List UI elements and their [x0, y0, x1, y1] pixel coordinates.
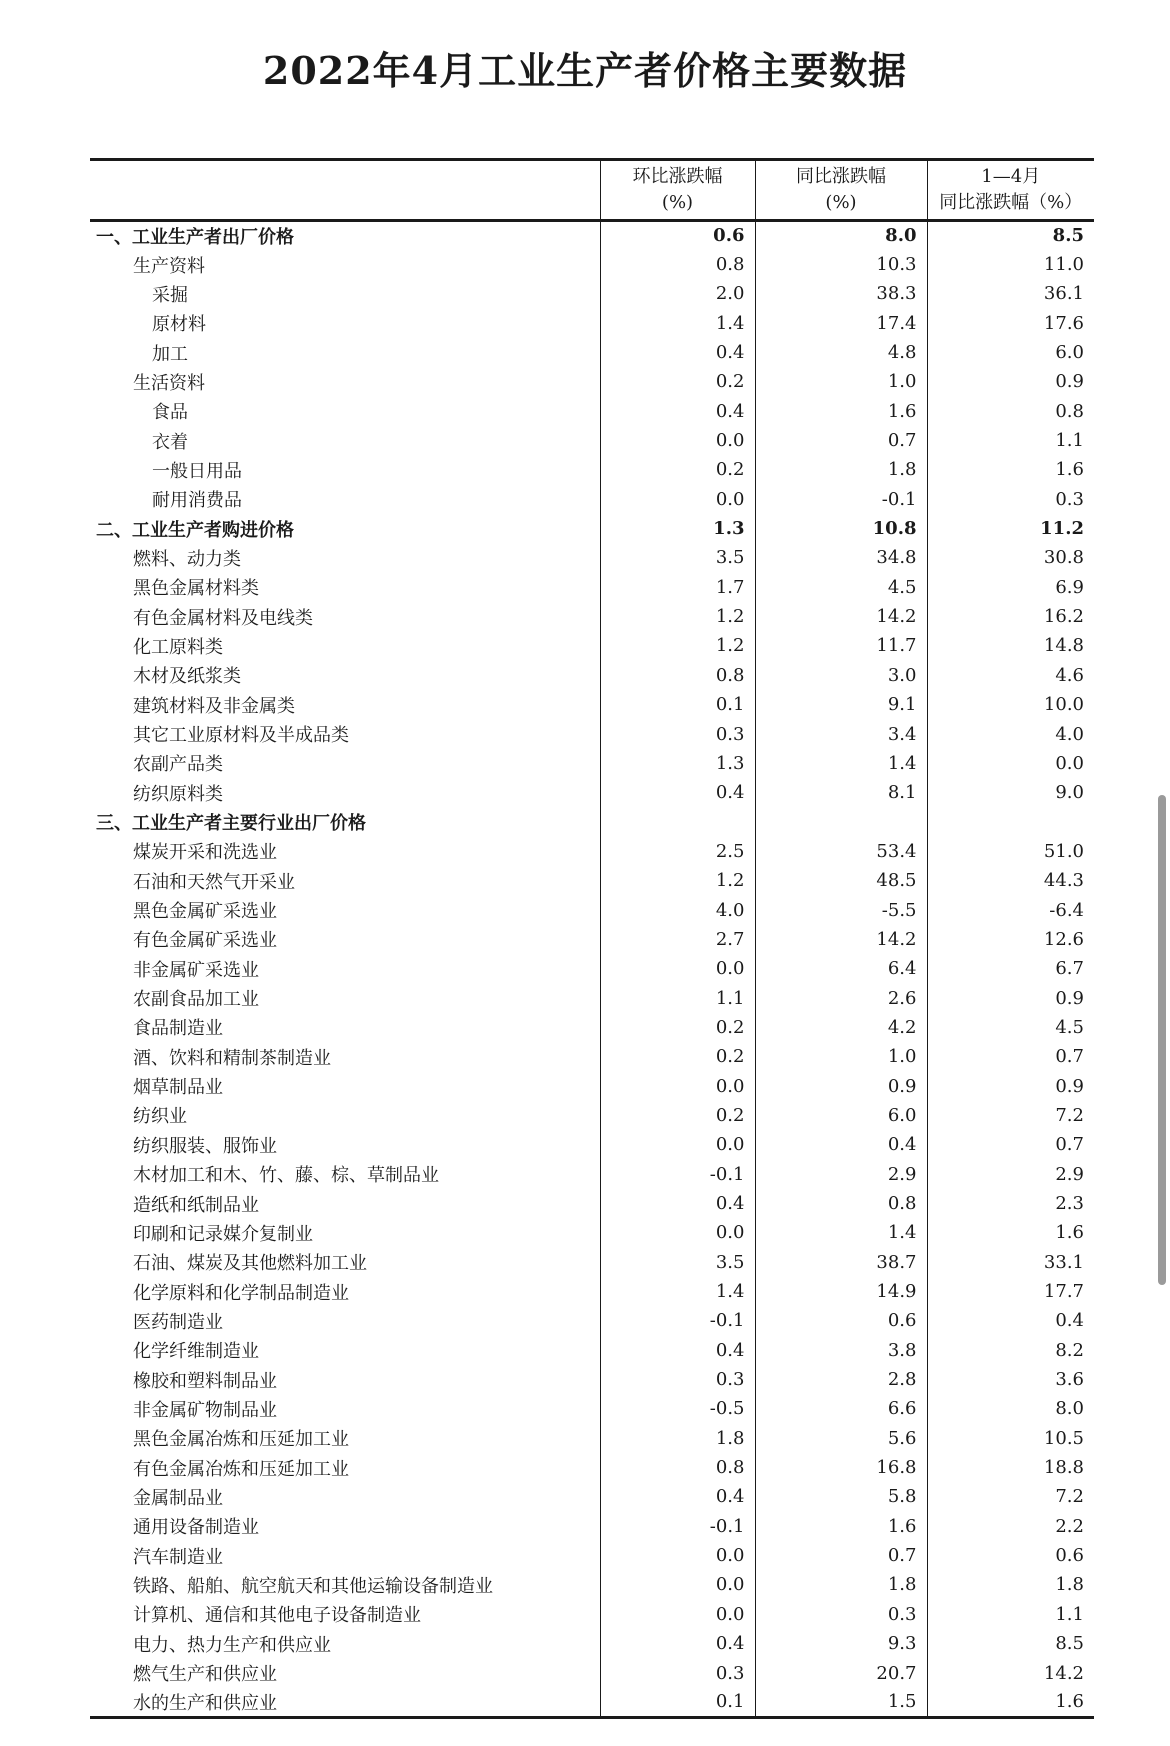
row-ytd-value: 11.0: [927, 250, 1094, 279]
row-yoy-value: 1.8: [755, 455, 927, 484]
table-row: [90, 1512, 1094, 1541]
vertical-scrollbar[interactable]: [1158, 795, 1166, 1285]
row-name: 纺织原料类: [133, 783, 223, 805]
row-name: 一般日用品: [152, 460, 242, 482]
table-row: [90, 1629, 1094, 1658]
row-name: 其它工业原材料及半成品类: [133, 725, 349, 747]
row-yoy-value: 8.0: [755, 221, 927, 250]
table-row: [90, 983, 1094, 1012]
row-ytd-value: 4.5: [927, 1013, 1094, 1042]
row-yoy-value: 14.9: [755, 1277, 927, 1306]
row-name: 水的生产和供应业: [90, 1688, 600, 1717]
row-name: 黑色金属材料类: [133, 578, 259, 600]
row-yoy-value: 17.4: [755, 309, 927, 338]
table-row: [90, 1658, 1094, 1687]
row-name: 造纸和纸制品业: [133, 1194, 259, 1216]
table-row: [90, 749, 1094, 778]
table-row: [90, 1394, 1094, 1423]
row-name: 原材料: [152, 314, 206, 336]
row-yoy-value: 9.1: [755, 690, 927, 719]
table-row: [90, 1042, 1094, 1071]
row-yoy-value: -5.5: [755, 895, 927, 924]
row-ytd-value: 6.0: [927, 338, 1094, 367]
table-row: [90, 602, 1094, 631]
row-name: 食品制造业: [133, 1018, 223, 1040]
row-mom-value: 1.2: [600, 602, 755, 631]
table-row: [90, 690, 1094, 719]
row-ytd-value: 2.9: [927, 1160, 1094, 1189]
row-yoy-value: 34.8: [755, 543, 927, 572]
table-row: [90, 397, 1094, 426]
table-row: [90, 1160, 1094, 1189]
row-yoy-value: 0.3: [755, 1600, 927, 1629]
header-yoy-line2: (%): [825, 192, 857, 213]
header-ytd-line2: 同比涨跌幅（%）: [939, 192, 1083, 213]
row-name: 食品: [152, 402, 188, 424]
row-ytd-value: 8.5: [927, 1629, 1094, 1658]
row-ytd-value: 2.2: [927, 1512, 1094, 1541]
row-yoy-value: 1.6: [755, 397, 927, 426]
row-ytd-value: 12.6: [927, 925, 1094, 954]
row-mom-value: 0.4: [600, 397, 755, 426]
row-ytd-value: 7.2: [927, 1482, 1094, 1511]
row-name: 一、工业生产者出厂价格: [96, 226, 294, 248]
row-ytd-value: 8.2: [927, 1336, 1094, 1365]
row-mom-value: 0.4: [600, 778, 755, 807]
row-yoy-value: 3.4: [755, 719, 927, 748]
row-yoy-value: 0.6: [755, 1306, 927, 1335]
row-ytd-value: 0.0: [927, 749, 1094, 778]
row-mom-value: 0.8: [600, 250, 755, 279]
table-row: [90, 573, 1094, 602]
row-ytd-value: 18.8: [927, 1453, 1094, 1482]
row-yoy-value: 6.6: [755, 1394, 927, 1423]
table-row: [90, 1600, 1094, 1629]
row-mom-value: 0.8: [600, 661, 755, 690]
row-name: 燃气生产和供应业: [133, 1664, 277, 1686]
row-name: 化工原料类: [133, 636, 223, 658]
row-yoy-value: 0.9: [755, 1071, 927, 1100]
table-row: [90, 1336, 1094, 1365]
header-item: [90, 160, 600, 221]
table-row: [90, 866, 1094, 895]
row-yoy-value: 1.5: [755, 1688, 927, 1717]
row-ytd-value: 0.7: [927, 1130, 1094, 1159]
row-ytd-value: 6.7: [927, 954, 1094, 983]
row-name: 黑色金属冶炼和压延加工业: [133, 1429, 349, 1451]
row-name: 石油和天然气开采业: [133, 871, 295, 893]
row-mom-value: 1.3: [600, 514, 755, 543]
row-yoy-value: 38.3: [755, 279, 927, 308]
row-mom-value: 0.0: [600, 1130, 755, 1159]
row-ytd-value: 6.9: [927, 573, 1094, 602]
row-ytd-value: 1.8: [927, 1570, 1094, 1599]
row-name: 燃料、动力类: [133, 548, 241, 570]
row-mom-value: 1.2: [600, 631, 755, 660]
table-body: [90, 221, 1094, 1718]
row-ytd-value: 14.8: [927, 631, 1094, 660]
row-yoy-value: 5.6: [755, 1424, 927, 1453]
row-name: 烟草制品业: [133, 1077, 223, 1099]
row-name: 纺织服装、服饰业: [133, 1135, 277, 1157]
row-name: 采掘: [152, 284, 188, 306]
table-row: [90, 1101, 1094, 1130]
table-row: [90, 543, 1094, 572]
row-mom-value: 0.3: [600, 1658, 755, 1687]
row-mom-value: 0.2: [600, 1101, 755, 1130]
row-yoy-value: 1.8: [755, 1570, 927, 1599]
row-name: 化学纤维制造业: [133, 1341, 259, 1363]
row-mom-value: 0.0: [600, 954, 755, 983]
table-row: [90, 1189, 1094, 1218]
row-ytd-value: 30.8: [927, 543, 1094, 572]
row-mom-value: 0.4: [600, 1482, 755, 1511]
row-name: 医药制造业: [133, 1311, 223, 1333]
row-mom-value: 1.8: [600, 1424, 755, 1453]
row-ytd-value: 51.0: [927, 837, 1094, 866]
table-row: [90, 338, 1094, 367]
row-mom-value: 1.7: [600, 573, 755, 602]
price-data-table: [90, 158, 1094, 1719]
row-ytd-value: 9.0: [927, 778, 1094, 807]
row-yoy-value: 0.7: [755, 426, 927, 455]
row-ytd-value: 0.9: [927, 1071, 1094, 1100]
row-yoy-value: 16.8: [755, 1453, 927, 1482]
row-mom-value: 0.2: [600, 455, 755, 484]
table-row: [90, 1013, 1094, 1042]
row-mom-value: 3.5: [600, 1248, 755, 1277]
row-name: 电力、热力生产和供应业: [133, 1634, 331, 1656]
row-name: 二、工业生产者购进价格: [96, 519, 294, 541]
table-row: [90, 1277, 1094, 1306]
table-row: [90, 719, 1094, 748]
row-mom-value: 2.0: [600, 279, 755, 308]
table-row: [90, 1482, 1094, 1511]
row-ytd-value: 7.2: [927, 1101, 1094, 1130]
row-ytd-value: 17.7: [927, 1277, 1094, 1306]
row-name: 有色金属矿采选业: [133, 930, 277, 952]
row-mom-value: 0.4: [600, 338, 755, 367]
row-mom-value: 0.8: [600, 1453, 755, 1482]
section-row: [90, 514, 1094, 543]
row-yoy-value: 0.4: [755, 1130, 927, 1159]
table-row: [90, 925, 1094, 954]
row-mom-value: 0.4: [600, 1189, 755, 1218]
row-mom-value: 0.0: [600, 1541, 755, 1570]
row-mom-value: -0.1: [600, 1160, 755, 1189]
row-mom-value: 0.6: [600, 221, 755, 250]
row-ytd-value: 33.1: [927, 1248, 1094, 1277]
row-name: 生活资料: [133, 372, 205, 394]
row-ytd-value: 4.0: [927, 719, 1094, 748]
table-row: [90, 367, 1094, 396]
table-row: [90, 1365, 1094, 1394]
table-row: [90, 1541, 1094, 1570]
row-yoy-value: 2.6: [755, 983, 927, 1012]
row-yoy-value: 10.3: [755, 250, 927, 279]
row-ytd-value: 0.9: [927, 367, 1094, 396]
row-mom-value: 0.3: [600, 1365, 755, 1394]
page-title: 2022年4月工业生产者价格主要数据: [262, 48, 908, 93]
table-row: [90, 1453, 1094, 1482]
row-yoy-value: 53.4: [755, 837, 927, 866]
table-row: [90, 837, 1094, 866]
row-mom-value: [600, 807, 755, 836]
row-yoy-value: 10.8: [755, 514, 927, 543]
table-row: [90, 778, 1094, 807]
row-name: 纺织业: [133, 1106, 187, 1128]
row-ytd-value: 1.6: [927, 1688, 1094, 1717]
row-mom-value: 1.3: [600, 749, 755, 778]
row-yoy-value: 20.7: [755, 1658, 927, 1687]
row-ytd-value: 1.1: [927, 1600, 1094, 1629]
row-yoy-value: 3.8: [755, 1336, 927, 1365]
row-mom-value: 0.0: [600, 1570, 755, 1599]
table-header-row: [90, 160, 1094, 221]
row-name: 衣着: [152, 431, 188, 453]
row-mom-value: 1.1: [600, 983, 755, 1012]
row-mom-value: 1.4: [600, 1277, 755, 1306]
row-ytd-value: 0.9: [927, 983, 1094, 1012]
row-ytd-value: 8.5: [927, 221, 1094, 250]
table-row: [90, 1688, 1094, 1717]
row-name: 加工: [152, 343, 188, 365]
row-mom-value: 0.2: [600, 1013, 755, 1042]
row-mom-value: 4.0: [600, 895, 755, 924]
row-name: 农副产品类: [133, 754, 223, 776]
header-ytd-line1: 1—4月: [981, 166, 1041, 187]
row-yoy-value: 9.3: [755, 1629, 927, 1658]
row-yoy-value: 48.5: [755, 866, 927, 895]
row-yoy-value: -0.1: [755, 485, 927, 514]
row-name: 建筑材料及非金属类: [133, 695, 295, 717]
row-name: 金属制品业: [133, 1487, 223, 1509]
row-mom-value: 1.4: [600, 309, 755, 338]
row-ytd-value: 36.1: [927, 279, 1094, 308]
row-yoy-value: 38.7: [755, 1248, 927, 1277]
row-yoy-value: 6.4: [755, 954, 927, 983]
row-mom-value: 0.3: [600, 719, 755, 748]
row-name: 通用设备制造业: [133, 1517, 259, 1539]
row-name: 生产资料: [133, 255, 205, 277]
row-name: 有色金属冶炼和压延加工业: [133, 1458, 349, 1480]
row-mom-value: 0.4: [600, 1629, 755, 1658]
table-row: [90, 1130, 1094, 1159]
row-mom-value: -0.5: [600, 1394, 755, 1423]
row-name: 计算机、通信和其他电子设备制造业: [133, 1605, 421, 1627]
row-yoy-value: 11.7: [755, 631, 927, 660]
table-row: [90, 1424, 1094, 1453]
row-yoy-value: 8.1: [755, 778, 927, 807]
row-mom-value: 2.7: [600, 925, 755, 954]
row-name: 汽车制造业: [133, 1546, 223, 1568]
row-yoy-value: 1.0: [755, 367, 927, 396]
row-yoy-value: 5.8: [755, 1482, 927, 1511]
row-yoy-value: 0.7: [755, 1541, 927, 1570]
row-yoy-value: 14.2: [755, 602, 927, 631]
price-data-table-container: [90, 158, 1094, 1719]
row-mom-value: 0.2: [600, 367, 755, 396]
table-row: [90, 1306, 1094, 1335]
table-row: [90, 455, 1094, 484]
header-mom-line2: (%): [661, 192, 694, 213]
header-ytd: [927, 160, 1094, 221]
row-mom-value: 1.2: [600, 866, 755, 895]
row-ytd-value: 0.6: [927, 1541, 1094, 1570]
table-row: [90, 1570, 1094, 1599]
table-row: [90, 279, 1094, 308]
table-row: [90, 954, 1094, 983]
row-ytd-value: 1.6: [927, 455, 1094, 484]
row-name: 农副食品加工业: [133, 989, 259, 1011]
row-yoy-value: [755, 807, 927, 836]
table-row: [90, 485, 1094, 514]
row-ytd-value: 10.0: [927, 690, 1094, 719]
row-ytd-value: 0.3: [927, 485, 1094, 514]
row-yoy-value: 4.2: [755, 1013, 927, 1042]
row-ytd-value: 1.6: [927, 1218, 1094, 1247]
row-ytd-value: [927, 807, 1094, 836]
row-name: 木材及纸浆类: [133, 666, 241, 688]
row-ytd-value: 8.0: [927, 1394, 1094, 1423]
row-ytd-value: 17.6: [927, 309, 1094, 338]
row-name: 非金属矿采选业: [133, 959, 259, 981]
row-yoy-value: 4.8: [755, 338, 927, 367]
table-row: [90, 1071, 1094, 1100]
row-ytd-value: 2.3: [927, 1189, 1094, 1218]
row-name: 耐用消费品: [152, 490, 242, 512]
table-row: [90, 895, 1094, 924]
row-mom-value: 0.0: [600, 426, 755, 455]
row-yoy-value: 1.6: [755, 1512, 927, 1541]
row-mom-value: 0.4: [600, 1336, 755, 1365]
row-yoy-value: 14.2: [755, 925, 927, 954]
row-ytd-value: 1.1: [927, 426, 1094, 455]
table-row: [90, 250, 1094, 279]
header-yoy: [755, 160, 927, 221]
row-name: 煤炭开采和洗选业: [133, 842, 277, 864]
row-yoy-value: 6.0: [755, 1101, 927, 1130]
header-yoy-line1: 同比涨跌幅: [796, 166, 886, 187]
row-ytd-value: 44.3: [927, 866, 1094, 895]
table-row: [90, 309, 1094, 338]
table-row: [90, 631, 1094, 660]
row-mom-value: 0.0: [600, 1071, 755, 1100]
row-yoy-value: 2.8: [755, 1365, 927, 1394]
table-row: [90, 661, 1094, 690]
row-ytd-value: 11.2: [927, 514, 1094, 543]
row-ytd-value: 0.4: [927, 1306, 1094, 1335]
row-yoy-value: 3.0: [755, 661, 927, 690]
row-ytd-value: 4.6: [927, 661, 1094, 690]
row-name: 有色金属材料及电线类: [133, 607, 313, 629]
section-row: [90, 807, 1094, 836]
row-yoy-value: 2.9: [755, 1160, 927, 1189]
row-yoy-value: 1.0: [755, 1042, 927, 1071]
row-name: 非金属矿物制品业: [133, 1399, 277, 1421]
row-mom-value: 3.5: [600, 543, 755, 572]
row-mom-value: -0.1: [600, 1512, 755, 1541]
row-mom-value: 0.0: [600, 1600, 755, 1629]
header-mom-line1: 环比涨跌幅: [632, 166, 723, 187]
row-name: 酒、饮料和精制茶制造业: [133, 1047, 331, 1069]
row-ytd-value: 0.7: [927, 1042, 1094, 1071]
row-mom-value: 0.0: [600, 485, 755, 514]
row-name: 黑色金属矿采选业: [133, 901, 277, 923]
row-mom-value: 2.5: [600, 837, 755, 866]
row-name: 石油、煤炭及其他燃料加工业: [133, 1253, 367, 1275]
row-mom-value: 0.1: [600, 690, 755, 719]
row-yoy-value: 4.5: [755, 573, 927, 602]
header-mom: [600, 160, 755, 221]
row-ytd-value: 16.2: [927, 602, 1094, 631]
row-yoy-value: 0.8: [755, 1189, 927, 1218]
table-row: [90, 426, 1094, 455]
row-name: 木材加工和木、竹、藤、棕、草制品业: [133, 1165, 439, 1187]
row-mom-value: 0.0: [600, 1218, 755, 1247]
row-ytd-value: 0.8: [927, 397, 1094, 426]
row-ytd-value: -6.4: [927, 895, 1094, 924]
row-ytd-value: 14.2: [927, 1658, 1094, 1687]
row-name: 橡胶和塑料制品业: [133, 1370, 277, 1392]
row-yoy-value: 1.4: [755, 749, 927, 778]
row-mom-value: -0.1: [600, 1306, 755, 1335]
row-name: 三、工业生产者主要行业出厂价格: [96, 813, 366, 835]
section-row: [90, 221, 1094, 250]
row-mom-value: 0.1: [600, 1688, 755, 1717]
table-row: [90, 1248, 1094, 1277]
row-mom-value: 0.2: [600, 1042, 755, 1071]
row-yoy-value: 1.4: [755, 1218, 927, 1247]
row-ytd-value: 10.5: [927, 1424, 1094, 1453]
row-name: 铁路、船舶、航空航天和其他运输设备制造业: [133, 1575, 493, 1597]
row-name: 化学原料和化学制品制造业: [133, 1282, 349, 1304]
table-row: [90, 1218, 1094, 1247]
row-name: 印刷和记录媒介复制业: [133, 1223, 313, 1245]
row-ytd-value: 3.6: [927, 1365, 1094, 1394]
